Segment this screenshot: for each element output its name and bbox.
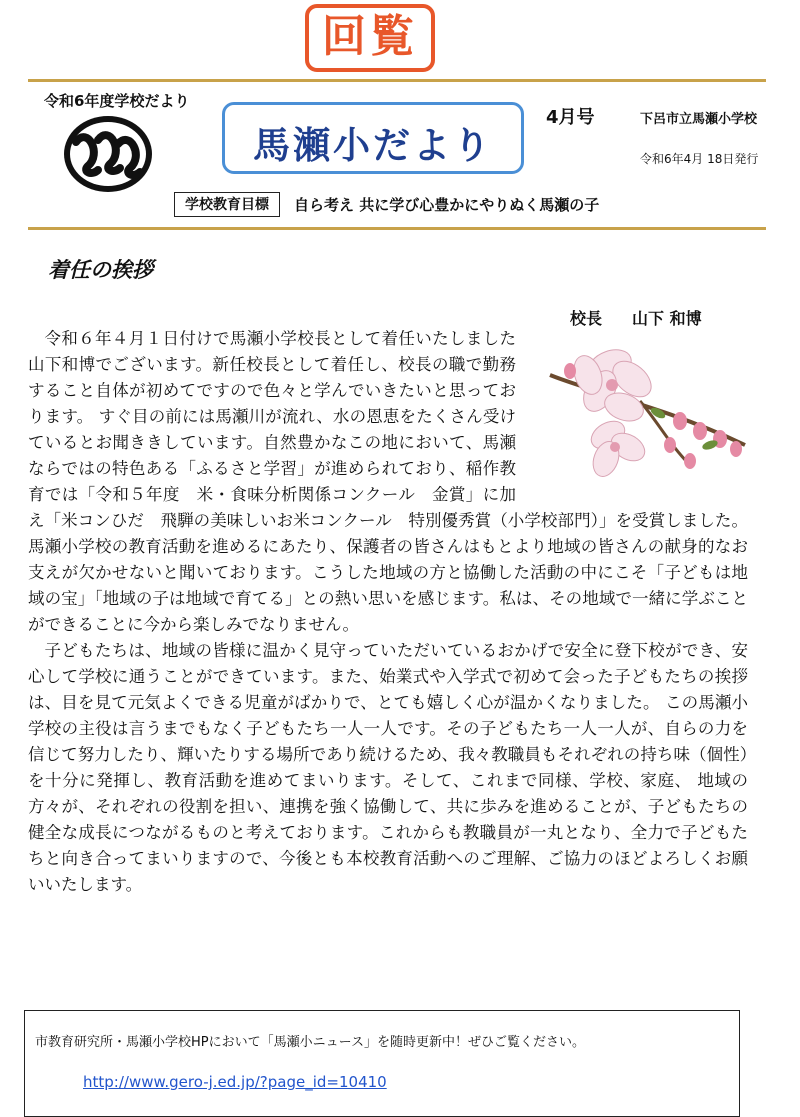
article-paragraph-2: 子どもたちは、地域の皆様に温かく見守っていただいているおかげで安全に登下校ができ、安心して学校に通うことができています。また、始業式や入学式で初めて会った子どもたちの挨拶は、目を見て元気よくできる児童がばかりで、とても嬉しく心が温かくなりました。 この馬瀬小学校の主役は言うまでもなく子どもたち一人一人です。その子どもたち一人一人が、自らの力を信じて努力したり、輝いたりする場所であり続けるため、我々教職員もそれぞれの持ち味（個性）を十分に発揮し、教育活動を進めてまいります。そして、これまで同様、学校、家庭、 地域の方々が、それぞれの役割を担い、連携を強く協働して、共に歩みを進めることが、子どもたちの健全な成長につながるものと考えております。これからも教職員が一丸となり、全力で子どもたちと向き合ってまいりますので、今後とも本校教育活動へのご理解、ご協力のほどよろしくお願いいたします。 — [28, 641, 748, 894]
school-logo — [62, 114, 154, 194]
article-title: 着任の挨拶 — [48, 257, 153, 282]
notice-text: 市教育研究所・馬瀬小学校HPにおいて「馬瀬小ニュース」を随時更新中！ぜひご覧ください。 — [35, 1035, 585, 1050]
author-role: 校長 — [570, 309, 603, 328]
newsletter-year-label: 令和6年度学校だより — [44, 92, 190, 110]
circulation-stamp: 回覧 — [305, 4, 435, 72]
article-paragraph-1: 令和６年４月１日付けで馬瀬小学校長として着任いたしました山下和博でございます。新任校長として着任し、校長の職で勤務すること自体が初めてですので色々と学んでいきたいと思っております。 すぐ目の前には馬瀬川が流れ、水の恩恵をたくさん受けているとお聞ききしています。自然豊かなこの地において、馬瀬ならではの特色ある「ふるさと学習」が進められており、稲作教育では「令和５年度 米・食味分析関係コンクール 金賞」に加え「米コンひだ 飛騨の美味しいお米コンクール 特別優秀賞（小学校部門）」を受賞しました。馬瀬小学校の教育活動を進めるにあたり、保護者の皆さんはもとより地域の皆さんの献身的なお支えが欠かせないと聞いております。こうした地域の方と協働した活動の中にこそ「子どもは地域の宝」「地域の子は地域で育てる」との熱い思いを感じます。私は、その地域で一緒に学ぶことができることに今から楽しみでなりません。 — [28, 329, 748, 634]
top-divider — [28, 79, 766, 82]
author-name: 山下 和博 — [632, 309, 702, 328]
newsletter-title-box — [222, 102, 524, 174]
issue-date: 令和6年4月 18日発行 — [640, 152, 759, 166]
notice-box — [24, 1010, 740, 1117]
issue-month: 4月号 — [546, 107, 595, 128]
education-goal-text: 自ら考え 共に学び心豊かにやりぬく馬瀬の子 — [294, 195, 600, 214]
school-name: 下呂市立馬瀬小学校 — [640, 112, 758, 127]
newsletter-title: 馬瀬小だより — [253, 124, 493, 167]
image-spacer — [516, 326, 748, 506]
header-divider — [28, 227, 766, 230]
school-website-link[interactable]: http://www.gero-j.ed.jp/?page_id=10410 — [83, 1073, 387, 1091]
article-body — [28, 326, 748, 898]
education-goal — [174, 191, 599, 217]
education-goal-label: 学校教育目標 — [174, 192, 280, 217]
